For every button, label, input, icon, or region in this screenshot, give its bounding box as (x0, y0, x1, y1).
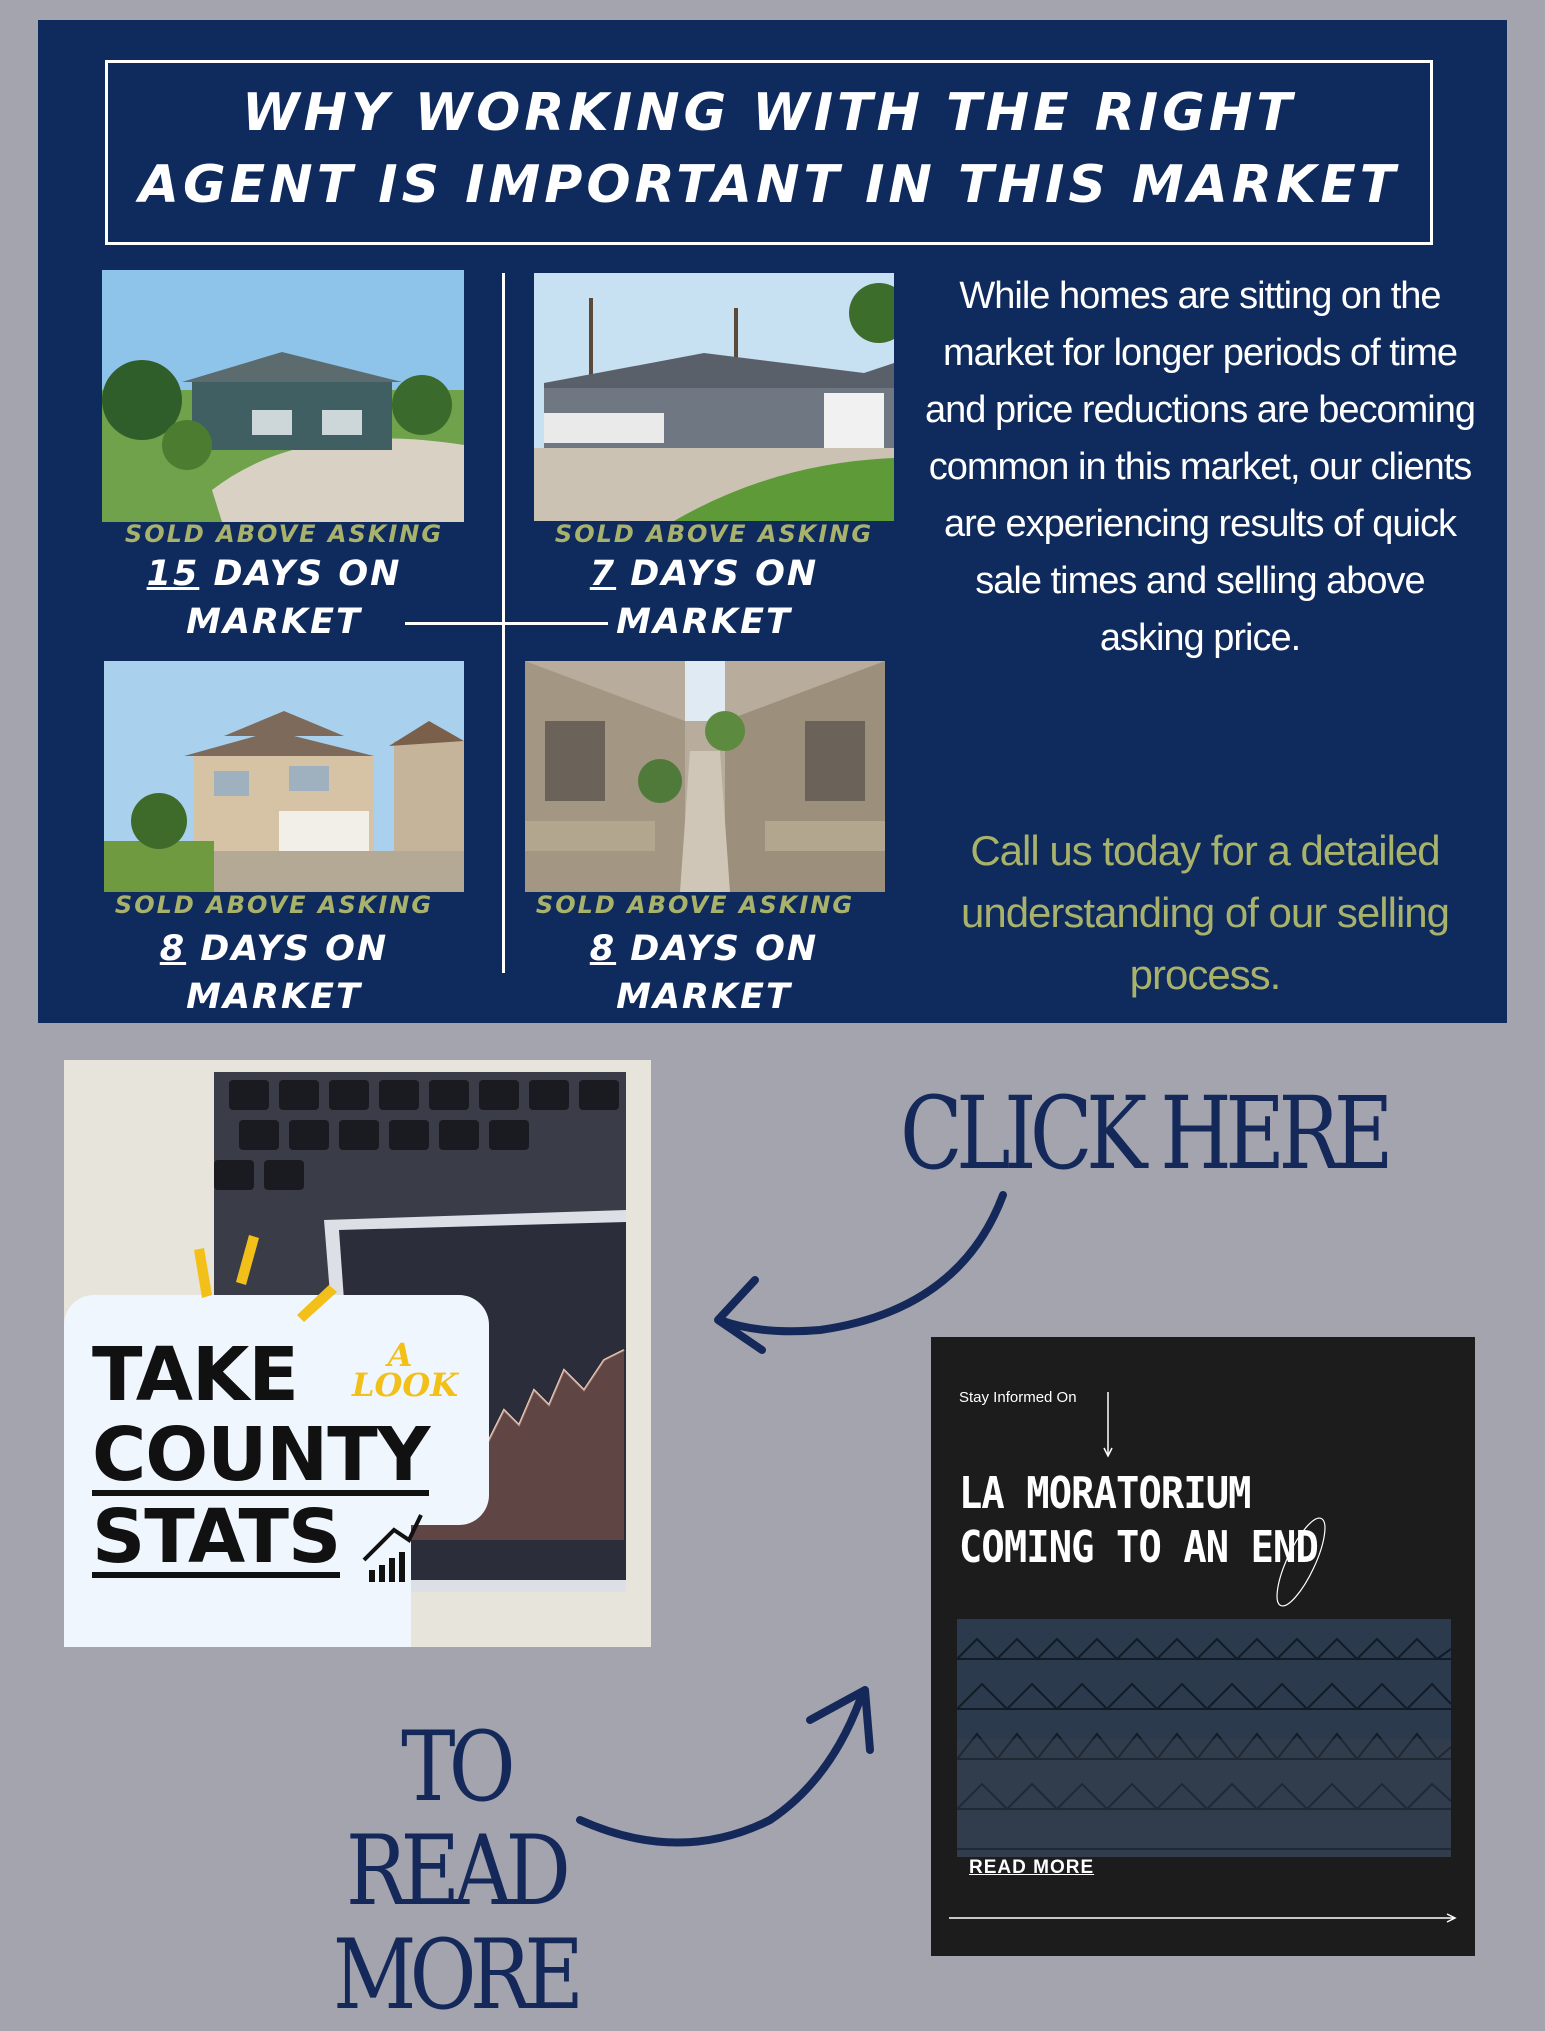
moratorium-card[interactable] (931, 1337, 1475, 1956)
days-on-market-3 (104, 925, 444, 1021)
house-photo-1 (102, 270, 464, 522)
a-look-accent-line-1: A (387, 1336, 413, 1374)
days-count-4: 8 (589, 929, 617, 969)
stats-title-line-3: STATS (92, 1494, 341, 1580)
market-label-4: MARKET (616, 977, 792, 1017)
headline-line-2: AGENT IS IMPORTANT IN THIS MARKET (138, 155, 1400, 215)
days-on-market-2 (534, 550, 874, 646)
divider-horizontal (405, 622, 608, 625)
stats-title-line-2: COUNTY (92, 1412, 430, 1498)
houses-pattern-image (957, 1619, 1451, 1857)
headline-frame (105, 60, 1433, 245)
a-look-accent (342, 1336, 459, 1404)
market-description: While homes are sitting on the market for longer periods of time and price reductions are becoming common in this market, our clients are experiencing results of quick sale times and selling above asking price. (925, 275, 1476, 659)
days-on-market-1 (104, 550, 444, 646)
days-label-3: DAYS ON (186, 929, 389, 969)
days-count-3: 8 (159, 929, 187, 969)
county-stats-card[interactable] (64, 1060, 651, 1647)
condo-photo-4 (525, 661, 885, 892)
down-arrow-icon (1103, 1392, 1113, 1462)
market-label-1: MARKET (186, 602, 362, 642)
sold-badge-2: SOLD ABOVE ASKING (554, 520, 874, 548)
days-label-4: DAYS ON (616, 929, 819, 969)
days-label-2: DAYS ON (616, 554, 819, 594)
market-label-3: MARKET (186, 977, 362, 1017)
long-arrow-icon (949, 1912, 1459, 1924)
moratorium-title-line-2: COMING TO AN END (959, 1522, 1318, 1573)
click-here-label: CLICK HERE (900, 1075, 1388, 1192)
stats-title-line-1: TAKE (92, 1332, 298, 1418)
ellipse-accent-icon (1271, 1507, 1331, 1617)
card-kicker: Stay Informed On (959, 1389, 1077, 1406)
arrow-left-icon (700, 1180, 1020, 1360)
read-more-link[interactable]: READ MORE (969, 1857, 1095, 1878)
moratorium-title (959, 1467, 1318, 1575)
days-count-1: 15 (146, 554, 200, 594)
house-photo-3 (104, 661, 464, 892)
to-read-more-line-1: TO READ (345, 1711, 565, 1927)
sold-badge-4: SOLD ABOVE ASKING (535, 891, 855, 919)
call-to-action-text: Call us today for a detailed understanding of our selling process. (960, 827, 1450, 998)
days-count-2: 7 (589, 554, 617, 594)
market-label-2: MARKET (616, 602, 792, 642)
sold-badge-3: SOLD ABOVE ASKING (114, 891, 434, 919)
headline-line-1: WHY WORKING WITH THE RIGHT (242, 83, 1296, 143)
house-photo-2 (534, 273, 894, 521)
days-on-market-4 (534, 925, 874, 1021)
days-label-1: DAYS ON (199, 554, 402, 594)
sold-badge-1: SOLD ABOVE ASKING (124, 520, 444, 548)
moratorium-title-line-1: LA MORATORIUM (959, 1468, 1251, 1519)
to-read-more-line-2: MORE (332, 1919, 578, 2031)
arrow-right-icon (560, 1670, 890, 1870)
a-look-accent-line-2: LOOK (352, 1366, 459, 1404)
